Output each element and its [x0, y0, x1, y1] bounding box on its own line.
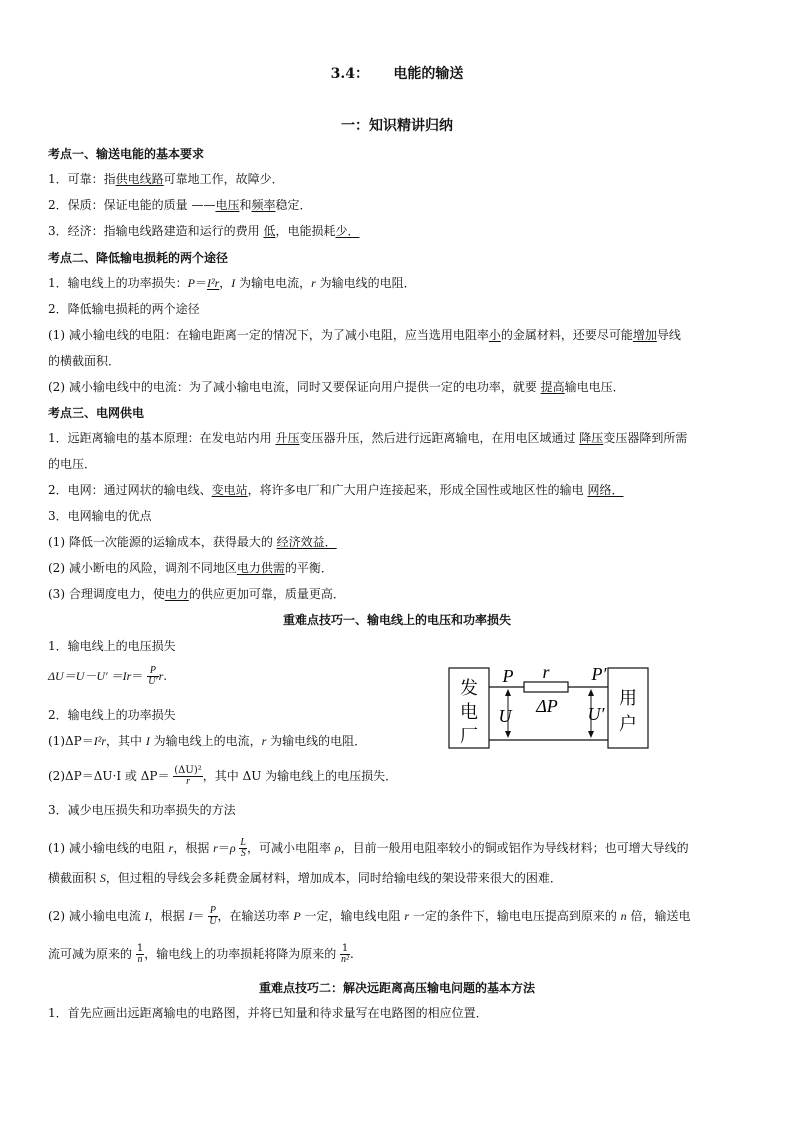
k3-line2: 的电压． — [48, 457, 97, 471]
k1-heading: 考点一、输送电能的基本要求 — [48, 147, 205, 161]
k1-line1: 1．可靠：指供电线路可靠地工作，故障少． — [48, 172, 284, 186]
k3-line6: (2) 减小断电的风险，调剂不同地区电力供需的平衡． — [48, 561, 333, 575]
u-label: U — [498, 706, 512, 726]
transmission-circuit-diagram — [448, 660, 650, 752]
k1-line2: 2．保质：保证电能的质量 ——电压和频率稳定． — [48, 198, 312, 212]
s2-line1: 1．首先应画出远距离输电的电路图，并将已知量和待求量写在电路图的相应位置． — [48, 1006, 488, 1020]
u-arrow-down — [505, 731, 511, 738]
s1-line4: (2)ΔP＝ΔU·I 或 ΔP＝ $\frac{\text{(ΔU)²}}{r}$ ，其中 ΔU 为输电线上的电压损失． — [48, 765, 398, 787]
s1-line5: 3．减少电压损失和功率损失的方法 — [48, 803, 236, 817]
p-label: P — [502, 666, 514, 686]
k2-line4: 的横截面积． — [48, 354, 121, 368]
s1-line7: 横截面积 S，但过粗的导线会多耗费金属材料，增加成本，同时给输电线的架设带来很大的困难． — [48, 871, 562, 885]
pp-label: P′ — [591, 664, 607, 684]
s1-line9: 流可减为原来的 $\frac{1}{n}$ ，输电线上的功率损耗将降为原来的 $\frac{1}{\text{n²}}$ . — [48, 943, 354, 965]
up-label: U′ — [587, 704, 605, 724]
s1-line8: (2) 减小输电电流 I，根据 I＝ $\frac{P}{U}$ ，在输送功率 P 一定，输电线电阻 r 一定的条件下，输电电压提高到原来的 n 倍，输送电 — [48, 905, 691, 927]
s1-heading: 重难点技巧一、输电线上的电压和功率损失 — [282, 613, 511, 627]
s1-eq1: ΔU＝U－U′ ＝Ir＝ $\frac{P}{U'}$ r. — [48, 665, 168, 687]
r-label: r — [542, 662, 550, 682]
dp-label: ΔP — [536, 696, 558, 716]
k2-heading: 考点二、降低输电损耗的两个途径 — [48, 251, 229, 265]
up-arrow-down — [588, 731, 594, 738]
k3-line7: (3) 合理调度电力，使电力的供应更加可靠，质量更高． — [48, 587, 345, 601]
k3-line1: 1．远距离输电的基本原理：在发电站内用 升压变压器升压，然后进行远距离输电，在用电区域通过 降压变压器降到所需 — [48, 431, 688, 445]
k2-line3: (1) 减小输电线的电阻：在输电距离一定的情况下，为了减小电阻，应当选用电阻率小的金属材料，还要尽可能增加导线 — [48, 328, 681, 342]
u-arrow-up — [505, 689, 511, 696]
k3-heading: 考点三、电网供电 — [48, 406, 145, 420]
s1-line2: 2．输电线上的功率损失 — [48, 708, 176, 722]
s2-heading: 重难点技巧二：解决远距离高压输电问题的基本方法 — [258, 981, 535, 995]
user-label: 用户 — [619, 688, 637, 735]
title-number: 3.4： — [330, 66, 369, 82]
title-text: 电能的输送 — [393, 66, 464, 82]
s1-line3: (1)ΔP＝I²r，其中 I 为输电线上的电流，r 为输电线的电阻． — [48, 734, 367, 748]
k1-line3: 3．经济：指输电线路建造和运行的费用 低，电能损耗少． — [48, 224, 360, 238]
s1-line1: 1．输电线上的电压损失 — [48, 639, 176, 653]
up-arrow-up — [588, 689, 594, 696]
k3-line4: 3．电网输电的优点 — [48, 509, 152, 523]
s1-line6: (1) 减小输电线的电阻 r，根据 r＝ρ $\frac{L}{S}$ ，可减小电阻率 ρ，目前一般用电阻率较小的铜或铝作为导线材料；也可增大导线的 — [48, 837, 689, 859]
section-heading: 一：知识精讲归纳 — [341, 118, 453, 134]
k2-line2: 2．降低输电损耗的两个途径 — [48, 302, 200, 316]
k3-line5: (1) 降低一次能源的运输成本，获得最大的 经济效益． — [48, 535, 337, 549]
k3-line3: 2．电网：通过网状的输电线、变电站，将许多电厂和广大用户连接起来，形成全国性或地区性的输电 网络． — [48, 483, 624, 497]
k2-line1: 1．输电线上的功率损失：P＝I²r，I 为输电电流，r 为输电线的电阻． — [48, 276, 416, 290]
k2-line5: (2) 减小输电线中的电流：为了减小输电电流，同时又要保证向用户提供一定的电功率，就要 提高输电电压． — [48, 380, 625, 394]
resistor — [524, 682, 568, 692]
plant-label-1: 发电厂 — [460, 678, 478, 747]
page-title — [0, 66, 794, 82]
